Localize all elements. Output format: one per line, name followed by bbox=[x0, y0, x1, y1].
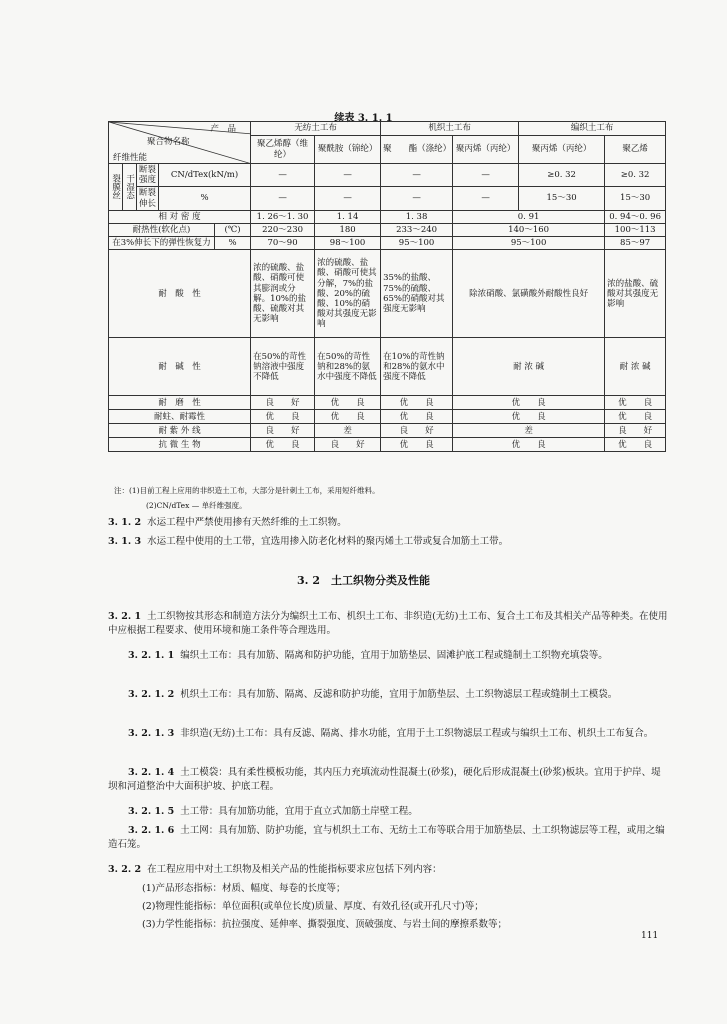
clause-3-2-1-6 bbox=[108, 824, 668, 852]
table-cell: 优 良 bbox=[381, 396, 453, 410]
table-cell: 良 好 bbox=[251, 424, 315, 438]
subhead-pa: 聚酰胺（锦纶） bbox=[315, 136, 381, 164]
clause-number: 3. 2. 1. 1 bbox=[128, 650, 175, 661]
subhead-pp-braided: 聚丙烯（丙纶） bbox=[519, 136, 605, 164]
table-cell: 耐 浓 碱 bbox=[453, 338, 605, 396]
row-label-uv: 耐 紫 外 线 bbox=[109, 424, 251, 438]
group-woven: 机织土工布 bbox=[381, 122, 519, 136]
table-cell: 优 良 bbox=[605, 438, 666, 452]
row-label-mildew: 耐蛀、耐霉性 bbox=[109, 410, 251, 424]
clause-3-2-2 bbox=[108, 863, 668, 877]
table-cell: 浓的盐酸、硫酸对其强度无影响 bbox=[605, 250, 666, 338]
table-cell: 15～30 bbox=[605, 187, 666, 210]
table-cell: 优 良 bbox=[605, 396, 666, 410]
list-item: (1)产品形态指标：材质、幅度、每卷的长度等； bbox=[142, 883, 346, 894]
clause-3-1-3 bbox=[108, 535, 668, 549]
clause-3-2-1-4 bbox=[108, 766, 668, 794]
clause-number: 3. 1. 2 bbox=[108, 517, 142, 528]
row-label-recovery: 在3%伸长下的弹性恢复力 bbox=[109, 237, 215, 250]
row-label-wear: 耐 磨 性 bbox=[109, 396, 251, 410]
row-label-strength: 断裂强度 bbox=[137, 164, 159, 187]
table-cell: 98～100 bbox=[315, 237, 381, 250]
section-heading: 3. 2 土工织物分类及性能 bbox=[297, 574, 430, 587]
table-cell: — bbox=[315, 187, 381, 210]
clause-text: 在工程应用中对土工织物及相关产品的性能指标要求应包括下列内容： bbox=[147, 864, 442, 875]
table-cell: 95～100 bbox=[381, 237, 453, 250]
clause-text: 非织造(无纺)土工布：具有反滤、隔离、排水功能，宜用于土工织物滤层工程或与编织土工布、机织土工布复合。 bbox=[180, 728, 654, 739]
table-cell: — bbox=[251, 164, 315, 187]
table-cell: — bbox=[381, 164, 453, 187]
recovery-unit: % bbox=[215, 237, 251, 250]
clause-text: 水运工程中严禁使用掺有天然纤维的土工织物。 bbox=[147, 517, 347, 528]
clause-number: 3. 1. 3 bbox=[108, 536, 142, 547]
table-cell: 140～160 bbox=[453, 223, 605, 236]
corner-fiber: 纤维性能 bbox=[113, 153, 148, 163]
table-note-2: (2)CN/dTex — 单纤维强度。 bbox=[146, 501, 247, 510]
clause-3-2-1-3 bbox=[108, 727, 668, 741]
table-cell: — bbox=[453, 164, 519, 187]
table-cell: 180 bbox=[315, 223, 381, 236]
table-cell: 良 好 bbox=[251, 396, 315, 410]
strength-unit: CN/dTex(kN/m) bbox=[159, 164, 251, 187]
table-cell: 0. 91 bbox=[453, 210, 605, 223]
table-cell: — bbox=[315, 164, 381, 187]
table-corner-header bbox=[109, 122, 251, 164]
elongation-unit: % bbox=[159, 187, 251, 210]
clause-text: 土工网：具有加筋、防护功能，宜与机织土工布、无纺土工布等联合用于加筋垫层、土工织物滤层等工程，或用之编造石笼。 bbox=[108, 825, 665, 850]
table-cell: 差 bbox=[315, 424, 381, 438]
group-nonwoven: 无纺土工布 bbox=[251, 122, 381, 136]
table-cell: 优 良 bbox=[453, 438, 605, 452]
table-cell: 233～240 bbox=[381, 223, 453, 236]
table-caption: 续表 3. 1. 1 bbox=[334, 113, 393, 124]
table-cell: 35%的盐酸、75%的硫酸、65%的硝酸对其强度无影响 bbox=[381, 250, 453, 338]
table-cell: 85～97 bbox=[605, 237, 666, 250]
clause-text: 土工模袋：具有柔性模板功能，其内压力充填流动性混凝土(砂浆)，硬化后形成混凝土(砂浆)板块。宜用于护岸、堤坝和河道整治中大面积护坡、护底工程。 bbox=[108, 767, 661, 792]
table-cell: 70～90 bbox=[251, 237, 315, 250]
row-label-alkali: 耐 碱 性 bbox=[109, 338, 251, 396]
clause-number: 3. 2. 2 bbox=[108, 864, 142, 875]
clause-number: 3. 2. 1. 6 bbox=[128, 825, 175, 836]
table-cell: 95～100 bbox=[453, 237, 605, 250]
corner-product: 产 品 bbox=[210, 124, 237, 134]
clause-3-2-1-2 bbox=[108, 688, 668, 702]
heat-unit: (℃) bbox=[215, 223, 251, 236]
table-cell: 在50%的苛性钠和28%的氨水中强度不降低 bbox=[315, 338, 381, 396]
clause-number: 3. 2. 1 bbox=[108, 611, 142, 622]
corner-polymer: 聚合物名称 bbox=[147, 137, 190, 147]
clause-text: 土工带：具有加筋功能，宜用于直立式加筋土岸壁工程。 bbox=[180, 806, 418, 817]
table-cell: 优 良 bbox=[381, 410, 453, 424]
clause-3-2-1-5 bbox=[108, 805, 668, 819]
table-cell: — bbox=[453, 187, 519, 210]
table-cell: 良 好 bbox=[381, 424, 453, 438]
table-cell: 浓的硫酸、盐酸、硝酸可使其分解，7%的盐酸、20%的硫酸、10%的硝酸对其强度无影响 bbox=[315, 250, 381, 338]
clause-text: 水运工程中使用的土工带，宜选用掺入防老化材料的聚丙烯土工带或复合加筋土工带。 bbox=[147, 536, 509, 547]
table-cell: 15～30 bbox=[519, 187, 605, 210]
table-cell: 差 bbox=[453, 424, 605, 438]
table-cell: 优 良 bbox=[251, 410, 315, 424]
table-cell: 优 良 bbox=[381, 438, 453, 452]
table-cell: 除浓硝酸、氯磺酸外耐酸性良好 bbox=[453, 250, 605, 338]
table-cell: ≥0. 32 bbox=[519, 164, 605, 187]
subhead-pet: 聚 酯（涤纶） bbox=[381, 136, 453, 164]
page-number: 111 bbox=[641, 931, 659, 941]
table-cell: 220～230 bbox=[251, 223, 315, 236]
clause-3-2-1 bbox=[108, 610, 668, 638]
table-cell: 耐 浓 碱 bbox=[605, 338, 666, 396]
subhead-pva: 聚乙烯醇（维纶） bbox=[251, 136, 315, 164]
group-braided: 编织土工布 bbox=[519, 122, 666, 136]
clause-3-1-2 bbox=[108, 516, 668, 530]
table-cell: 1. 14 bbox=[315, 210, 381, 223]
row-label-acid: 耐 酸 性 bbox=[109, 250, 251, 338]
clause-3-2-1-1 bbox=[108, 649, 668, 663]
table-cell: 100～113 bbox=[605, 223, 666, 236]
subhead-pe: 聚乙烯 bbox=[605, 136, 666, 164]
table-cell: 浓的硫酸、盐酸、硝酸可使其膨润或分解。10%的盐酸、硫酸对其无影响 bbox=[251, 250, 315, 338]
table-cell: 优 良 bbox=[605, 410, 666, 424]
table-cell: — bbox=[381, 187, 453, 210]
table-cell: 良 好 bbox=[315, 438, 381, 452]
row-label-heat: 耐热性(软化点) bbox=[109, 223, 215, 236]
clause-number: 3. 2. 1. 4 bbox=[128, 767, 175, 778]
table-note-1: 注：(1)目前工程上应用的非织造土工布，大部分是针刺土工布，采用短纤维料。 bbox=[114, 486, 380, 495]
table-cell: — bbox=[251, 187, 315, 210]
table-cell: 优 良 bbox=[453, 410, 605, 424]
table-cell: 优 良 bbox=[251, 438, 315, 452]
table-cell: 1. 26～1. 30 bbox=[251, 210, 315, 223]
clause-number: 3. 2. 1. 2 bbox=[128, 689, 175, 700]
table-cell: 优 良 bbox=[453, 396, 605, 410]
table-cell: 在50%的苛性钠溶液中强度不降低 bbox=[251, 338, 315, 396]
clause-number: 3. 2. 1. 5 bbox=[128, 806, 175, 817]
fiber-property-table bbox=[108, 121, 666, 452]
table-cell: ≥0. 32 bbox=[605, 164, 666, 187]
table-cell: 0. 94～0. 96 bbox=[605, 210, 666, 223]
table-cell: 优 良 bbox=[315, 396, 381, 410]
row-label-dry-wet: 干湿态 bbox=[123, 164, 137, 211]
table-cell: 良 好 bbox=[605, 424, 666, 438]
clause-text: 土工织物按其形态和制造方法分为编织土工布、机织土工布、非织造(无纺)土工布、复合土工布及其相关产品等种类。在使用中应根据工程要求、使用环境和施工条件等合理选用。 bbox=[108, 611, 668, 636]
clause-text: 机织土工布：具有加筋、隔离、反滤和防护功能，宜用于加筋垫层、土工织物滤层工程或缝制土工模袋。 bbox=[180, 689, 618, 700]
table-cell: 在10%的苛性钠和28%的氨水中强度不降低 bbox=[381, 338, 453, 396]
row-label-density: 相 对 密 度 bbox=[109, 210, 251, 223]
table-cell: 1. 38 bbox=[381, 210, 453, 223]
row-label-bio: 抗 微 生 物 bbox=[109, 438, 251, 452]
clause-number: 3. 2. 1. 3 bbox=[128, 728, 175, 739]
clause-text: 编织土工布：具有加筋、隔离和防护功能，宜用于加筋垫层、固滩护底工程或缝制土工织物充填袋等。 bbox=[180, 650, 608, 661]
table-cell: 优 良 bbox=[315, 410, 381, 424]
list-item: (3)力学性能指标：抗拉强度、延伸率、撕裂强度、顶破强度、与岩土间的摩擦系数等； bbox=[142, 919, 507, 930]
row-label-elongation: 断裂伸长 bbox=[137, 187, 159, 210]
row-label-split-film: 裂膜丝 bbox=[109, 164, 123, 211]
list-item: (2)物理性能指标：单位面积(或单位长度)质量、厚度、有效孔径(或开孔尺寸)等； bbox=[142, 901, 484, 912]
subhead-pp-woven: 聚丙烯（丙纶） bbox=[453, 136, 519, 164]
